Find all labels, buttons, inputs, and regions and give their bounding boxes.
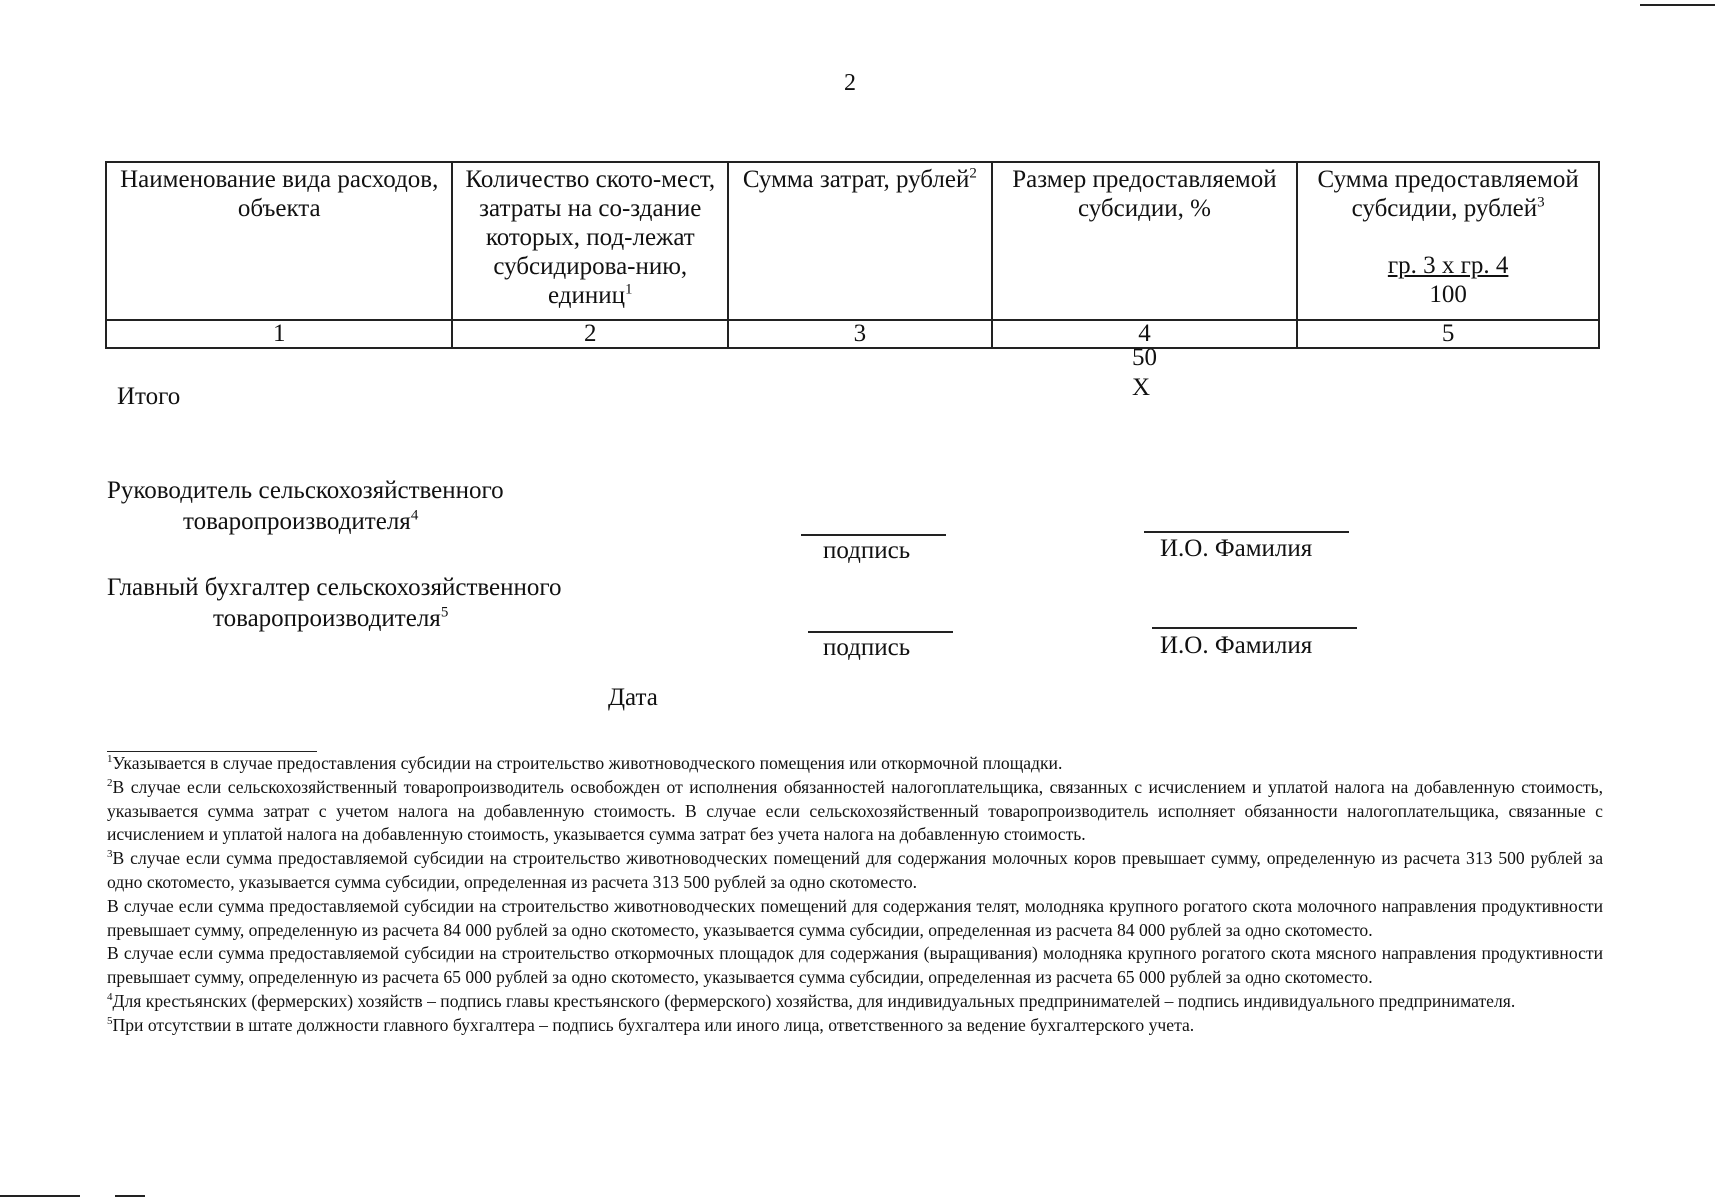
scan-edge-mark xyxy=(0,1195,80,1197)
formula-numerator: гр. 3 х гр. 4 xyxy=(1387,252,1509,279)
column-number: 1 xyxy=(106,320,452,348)
subsidy-table xyxy=(105,161,1600,349)
column-number: 3 xyxy=(728,320,992,348)
footnote: $^5$При отсутствии в штате должности главного бухгалтера – подпись бухгалтера или иного лица, ответственного за ведение бухгалтерского учета. xyxy=(107,1014,1195,1035)
page-number: 2 xyxy=(844,70,856,96)
accountant-name-label: И.О. Фамилия xyxy=(1160,632,1313,659)
header-subsidy-percent: Размер предоставляемой субсидии, % xyxy=(992,162,1298,320)
accountant-title-cont: товаропроизводителя$^5$ xyxy=(213,604,449,632)
column-number: 4 xyxy=(992,320,1298,348)
column-number: 5 xyxy=(1297,320,1599,348)
footnote: $^3$В случае если сумма предоставляемой субсидии на строительство животноводческих помещений для содержания молочных коров превышает сумму, определенную из расчета 313 500 рублей за одно скотоместо, указывается сумма субсидии, определенная из расчета 313 500 рублей за одно скотоместо. xyxy=(107,848,1603,892)
head-signer-title: Руководитель сельскохозяйственного xyxy=(107,477,504,504)
head-name-line xyxy=(1144,531,1349,533)
footnote: $^4$Для крестьянских (фермерских) хозяйств – подпись главы крестьянского (фермерского) хозяйства, для индивидуальных предпринимателей – подпись индивидуального предпринимателя. xyxy=(107,990,1516,1011)
scan-edge-mark xyxy=(115,1195,145,1197)
accountant-name-line xyxy=(1152,627,1357,629)
header-livestock-places: Количество ското-мест, затраты на со-здание которых, под-лежат субсидирова-нию, единиц$^1$ xyxy=(452,162,728,320)
footnote: В случае если сумма предоставляемой субсидии на строительство животноводческих помещений для содержания телят, молодняка крупного рогатого скота молочного направления продуктивности превышает сумму, определенную из расчета 84 000 рублей за одно скотоместо, указывается сумма субсидии, определенная из расчета 84 000 рублей за одно скотоместо. xyxy=(107,895,1603,940)
header-expense-amount: Сумма затрат, рублей$^2$ xyxy=(728,162,992,320)
head-name-label: И.О. Фамилия xyxy=(1160,535,1313,562)
table-header-row xyxy=(106,162,1599,320)
total-percent: 50 xyxy=(1132,344,1157,371)
accountant-sign-line xyxy=(808,631,953,633)
footnotes xyxy=(107,752,1603,1038)
accountant-sign-label: подпись xyxy=(823,634,911,661)
header-subsidy-amount: Сумма предоставляемой субсидии, рублей$^3$ гр. 3 х гр. 4 100 xyxy=(1297,162,1599,320)
footnote: В случае если сумма предоставляемой субсидии на строительство откормочных площадок для содержания (выращивания) молодняка крупного рогатого скота мясного направления продуктивности превышает сумму, определенную из расчета 65 000 рублей за одно скотоместо, указывается сумма субсидии, определенная из расчета 65 000 рублей за одно скотоместо. xyxy=(107,943,1603,988)
total-label: Итого xyxy=(117,383,181,410)
head-signer-title-cont: товаропроизводителя$^4$ xyxy=(183,507,419,535)
footnote: $^1$Указывается в случае предоставления субсидии на строительство животноводческого помещения или откормочной площадки. xyxy=(107,753,1063,773)
accountant-title: Главный бухгалтер сельскохозяйственного xyxy=(107,574,562,601)
head-sign-label: подпись xyxy=(823,537,911,564)
date-label: Дата xyxy=(608,684,658,711)
total-mark: Х xyxy=(1132,374,1151,401)
scan-edge-mark xyxy=(1640,4,1715,6)
column-number-row xyxy=(106,320,1599,348)
footnote: $^2$В случае если сельскохозяйственный товаропроизводитель освобожден от исполнения обязанностей налогоплательщика, связанных с исчислением и уплатой налога на добавленную стоимость, указывается сумма затрат с учетом налога на добавленную стоимость. В случае если сельскохозяйственный товаропроизводитель исполняет обязанности налогоплательщика, связанные с исчислением и уплатой налога на добавленную стоимость, указывается сумма затрат без учета налога на добавленную стоимость. xyxy=(107,776,1603,845)
formula-denominator: 100 xyxy=(1429,281,1467,308)
header-expense-type: Наименование вида расходов, объекта xyxy=(106,162,452,320)
column-number: 2 xyxy=(452,320,728,348)
head-sign-line xyxy=(801,534,946,536)
